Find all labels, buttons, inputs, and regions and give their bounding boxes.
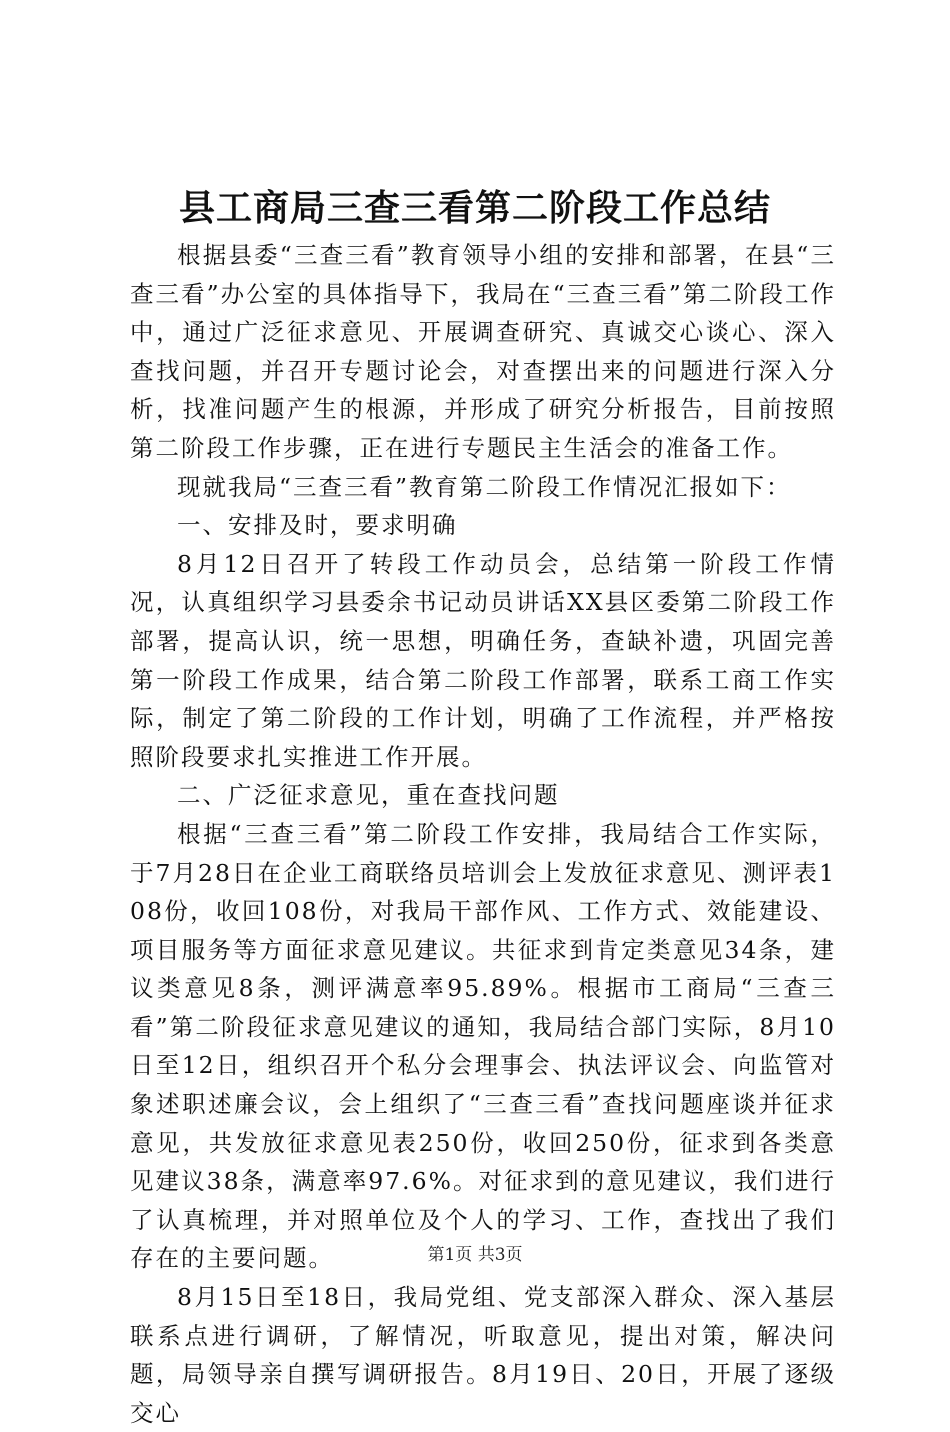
section-heading-2: 二、广泛征求意见，重在查找问题 xyxy=(177,781,560,810)
paragraph-section-2: 根据“三查三看”第二阶段工作安排，我局结合工作实际，于7月28日在企业工商联络员培训会上发放征求意见、测评表108份，收回108份，对我局干部作风、工作方式、效能建设、项目服务等方面征求意见建议。共征求到肯定类意见34条，建议类意见8条，测评满意率95.89%。根据市工商局“三查三看”第二阶段征求意见建议的通知，我局结合部门实际，8月10日至12日，组织召开个私分会理事会、执法评议会、向监管对象述职述廉会议，会上组织了“三查三看”查找问题座谈并征求意见，共发放征求意见表250份，收回250份，征求到各类意见建议38条，满意率97.6%。对征求到的意见建议，我们进行了认真梳理，并对照单位及个人的学习、工作，查找出了我们存在的主要问题。 xyxy=(130,819,836,1273)
paragraph-intro: 根据县委“三查三看”教育领导小组的安排和部署，在县“三查三看”办公室的具体指导下，我局在“三查三看”第二阶段工作中，通过广泛征求意见、开展调查研究、真诚交心谈心、深入查找问题，并召开专题讨论会，对查摆出来的问题进行深入分析，找准问题产生的根源，并形成了研究分析报告，目前按照第二阶段工作步骤，正在进行专题民主生活会的准备工作。 xyxy=(130,241,836,462)
document-title: 县工商局三查三看第二阶段工作总结 xyxy=(178,187,771,229)
paragraph-research: 8月15日至18日，我局党组、党支部深入群众、深入基层联系点进行调研，了解情况，听取意见，提出对策，解决问题，局领导亲自撰写调研报告。8月19日、20日，开展了逐级交心 xyxy=(130,1283,836,1427)
paragraph-report-lead: 现就我局“三查三看”教育第二阶段工作情况汇报如下： xyxy=(177,472,792,501)
page-number-footer: 第1页 共3页 xyxy=(427,1245,523,1265)
section-heading-1: 一、安排及时，要求明确 xyxy=(177,511,458,540)
paragraph-section-1: 8月12日召开了转段工作动员会，总结第一阶段工作情况，认真组织学习县委余书记动员讲话XX县区委第二阶段工作部署，提高认识，统一思想，明确任务，查缺补遗，巩固完善第一阶段工作成果，结合第二阶段工作部署，联系工商工作实际，制定了第二阶段的工作计划，明确了工作流程，并严格按照阶段要求扎实推进工作开展。 xyxy=(130,549,836,771)
